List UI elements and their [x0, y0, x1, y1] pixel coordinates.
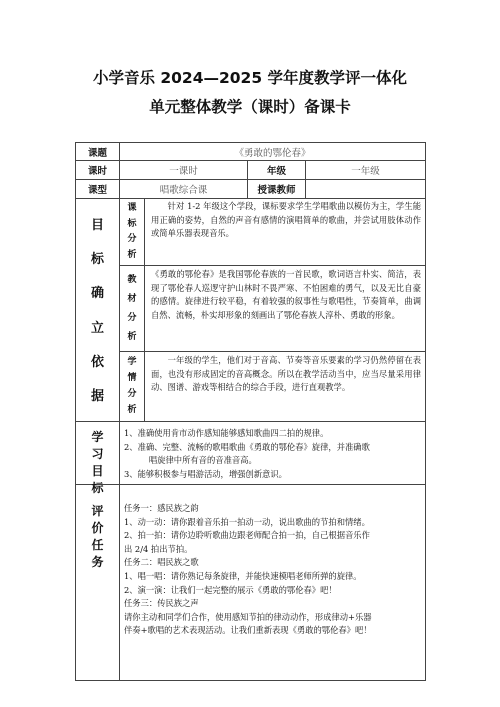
row-divider	[119, 351, 426, 352]
learning-goals-list	[124, 427, 422, 481]
textbook-analysis-text: 《勇敢的鄂伦春》是我国鄂伦春族的一首民歌，歌词语言朴实、简洁，表现了鄂伦春人巡逻守护山林时不畏严寒、不怕困难的勇气，以及无比自豪的感情。旋律进行较平稳，有着较强的叙事性与歌唱性，节奏简单，曲调自然、流畅，朴实却形象的刻画出了鄂伦春族人淳朴、勇敢的形象。	[151, 269, 421, 320]
period-value: 一课时	[169, 166, 198, 177]
list-item: 2、准确、完整、流畅的歌唱歌曲《勇敢的鄂伦春》旋律，并准确歌	[124, 441, 370, 452]
page-title-line2: 单元整体教学（课时）备课卡	[149, 98, 351, 116]
student-analysis-text: 一年级的学生，他们对于音高、节奏等音乐要素的学习仍然停留在表面，也没有形成固定的音高概念。所以在教学活动当中，应当尽量采用律动、图谱、游戏等相结合的综合手段，进行直观教学。	[151, 355, 421, 393]
list-item: 出 2/4 拍出节拍。	[124, 543, 193, 554]
teacher-value	[306, 180, 425, 198]
standards-analysis-label: 课 标 分 析	[127, 202, 137, 261]
table-border-right	[425, 142, 426, 681]
column-divider	[144, 198, 145, 421]
row-divider	[75, 198, 426, 199]
list-item: 3、能够积极参与唱游活动，增强创新意识。	[124, 468, 287, 479]
list-item: 任务二：唱民族之歌	[124, 557, 199, 568]
row-divider	[75, 421, 426, 422]
list-item: 任务三：传民族之声	[124, 598, 199, 609]
list-item: 2、演一演：让我们一起完整的展示《勇敢的鄂伦春》吧！	[124, 584, 337, 595]
objectives-basis-label: 目 标 确 立 依 据	[90, 218, 104, 404]
standards-analysis-text: 针对 1-2 年级这个学段，课标要求学生学唱歌曲以模仿为主，学生能用正确的姿势，自然的声音有感情的演唱简单的歌曲，并尝试用肢体动作或简单乐器表现音乐。	[151, 201, 421, 239]
lesson-value: 《勇敢的鄂伦春》	[234, 147, 311, 159]
grade-label: 年级	[266, 166, 286, 177]
list-item: 唱旋律中所有音的音准音高。	[148, 455, 257, 466]
list-item: 伴奏+歌唱的艺术表现活动。让我们重新表现《勇敢的鄂伦春》吧！	[124, 625, 372, 636]
type-value: 唱歌综合课	[159, 185, 208, 196]
list-item: 任务一：感民族之韵	[124, 503, 199, 513]
learning-goals-label: 学 习 目 标	[91, 430, 104, 495]
list-item: 1、准确使用肯市动作感知能够感知歌曲四二拍的规律。	[124, 428, 329, 438]
list-item: 请你主动和同学们合作，使用感知节拍的律动动作，形成律动+乐器	[124, 611, 372, 622]
evaluation-tasks-list	[124, 502, 422, 638]
row-divider	[119, 265, 426, 266]
list-item: 1、动一动：请你跟着音乐拍一拍动一动，说出歌曲的节拍和情绪。	[124, 516, 370, 527]
student-analysis-label: 学 情 分 析	[127, 357, 137, 415]
list-item: 1、唱一唱：请你熟记每条旋律，并能快速模唱老师所弹的旋律。	[124, 570, 362, 581]
list-item: 2、拍一拍：请你边聆听歌曲边跟老师配合拍一拍，自己根据音乐作	[124, 530, 370, 541]
type-label: 课型	[87, 185, 107, 196]
teacher-label: 授课教师	[257, 185, 296, 196]
table-border-bottom	[75, 680, 426, 681]
grade-value: 一年级	[351, 166, 380, 177]
textbook-analysis-label: 教 材 分 析	[127, 274, 137, 342]
period-label: 课时	[87, 166, 107, 177]
lesson-plan-table	[75, 142, 426, 681]
page-title-line1: 小学音乐 2024—2025 学年度教学评一体化	[92, 69, 408, 87]
evaluation-tasks-label: 评 价 任 务	[91, 504, 104, 569]
lesson-label: 课题	[87, 147, 107, 159]
row-divider	[75, 484, 426, 485]
